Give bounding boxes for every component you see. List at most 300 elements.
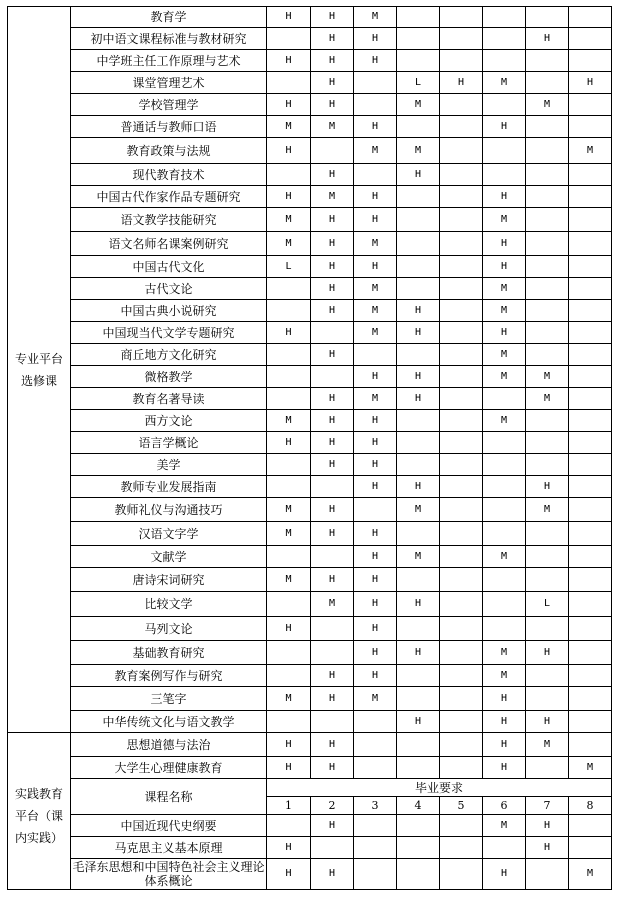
requirement-level-cell: H bbox=[397, 164, 440, 186]
requirement-level-cell bbox=[483, 592, 526, 617]
requirement-level-cell bbox=[397, 278, 440, 300]
requirement-level-cell bbox=[397, 256, 440, 278]
course-name-cell: 语文教学技能研究 bbox=[71, 208, 267, 232]
course-row bbox=[8, 164, 612, 186]
requirement-level-cell bbox=[311, 837, 354, 859]
requirement-level-cell bbox=[311, 476, 354, 498]
course-name-cell: 初中语文课程标准与教材研究 bbox=[71, 28, 267, 50]
requirement-level-cell: M bbox=[267, 410, 311, 432]
requirement-level-cell bbox=[440, 94, 483, 116]
requirement-level-cell: H bbox=[397, 366, 440, 388]
course-row bbox=[8, 568, 612, 592]
course-row bbox=[8, 641, 612, 665]
requirement-level-cell bbox=[569, 232, 612, 256]
requirement-level-cell bbox=[526, 522, 569, 546]
requirement-level-cell: H bbox=[354, 522, 397, 546]
requirement-level-cell bbox=[483, 138, 526, 164]
requirement-level-cell: H bbox=[483, 711, 526, 733]
requirement-level-cell bbox=[397, 208, 440, 232]
requirement-level-cell: H bbox=[311, 256, 354, 278]
requirement-level-cell bbox=[569, 617, 612, 641]
requirement-level-cell bbox=[526, 186, 569, 208]
requirement-level-cell bbox=[440, 859, 483, 890]
requirement-level-cell bbox=[267, 278, 311, 300]
requirement-level-cell bbox=[440, 410, 483, 432]
requirement-level-cell bbox=[569, 665, 612, 687]
course-row bbox=[8, 757, 612, 779]
requirement-level-cell bbox=[354, 164, 397, 186]
requirement-level-cell: H bbox=[354, 592, 397, 617]
requirement-level-cell bbox=[354, 711, 397, 733]
requirement-level-cell bbox=[440, 546, 483, 568]
course-name-cell: 文献学 bbox=[71, 546, 267, 568]
requirement-level-cell bbox=[440, 366, 483, 388]
requirement-level-cell bbox=[440, 186, 483, 208]
requirement-level-cell: H bbox=[354, 410, 397, 432]
requirement-level-cell: H bbox=[354, 50, 397, 72]
course-row bbox=[8, 410, 612, 432]
requirement-level-cell: M bbox=[311, 116, 354, 138]
course-name-cell: 普通话与教师口语 bbox=[71, 116, 267, 138]
requirement-level-cell: H bbox=[267, 322, 311, 344]
requirement-level-cell bbox=[440, 498, 483, 522]
requirement-number-header: 8 bbox=[569, 797, 612, 815]
requirement-level-cell: M bbox=[526, 498, 569, 522]
requirement-level-cell: H bbox=[483, 757, 526, 779]
requirement-level-cell bbox=[354, 815, 397, 837]
course-name-cell: 教师专业发展指南 bbox=[71, 476, 267, 498]
category-cell-practice-platform: 实践教育平台（课内实践） bbox=[8, 733, 71, 890]
course-name-cell: 西方文论 bbox=[71, 410, 267, 432]
course-name-cell: 中国近现代史纲要 bbox=[71, 815, 267, 837]
requirement-level-cell: H bbox=[311, 28, 354, 50]
requirement-level-cell bbox=[440, 322, 483, 344]
requirement-level-cell bbox=[440, 592, 483, 617]
requirement-level-cell bbox=[354, 344, 397, 366]
requirement-level-cell: H bbox=[267, 432, 311, 454]
requirement-level-cell bbox=[440, 454, 483, 476]
requirement-level-cell: M bbox=[354, 138, 397, 164]
course-name-cell: 基础教育研究 bbox=[71, 641, 267, 665]
requirement-level-cell: H bbox=[397, 711, 440, 733]
requirement-level-cell bbox=[483, 94, 526, 116]
requirement-level-cell bbox=[526, 278, 569, 300]
course-row bbox=[8, 186, 612, 208]
requirement-level-cell bbox=[440, 7, 483, 28]
requirement-level-cell: H bbox=[483, 733, 526, 757]
course-name-cell: 汉语文字学 bbox=[71, 522, 267, 546]
requirement-level-cell: H bbox=[483, 256, 526, 278]
requirement-level-cell bbox=[483, 164, 526, 186]
graduation-requirements-header: 毕业要求 bbox=[267, 779, 612, 797]
requirement-level-cell: M bbox=[267, 232, 311, 256]
course-row bbox=[8, 256, 612, 278]
requirement-level-cell: M bbox=[397, 546, 440, 568]
requirement-level-cell bbox=[569, 432, 612, 454]
requirement-level-cell bbox=[483, 568, 526, 592]
course-row bbox=[8, 432, 612, 454]
requirement-level-cell: H bbox=[311, 733, 354, 757]
course-row bbox=[8, 476, 612, 498]
requirement-level-cell: L bbox=[397, 72, 440, 94]
requirement-level-cell bbox=[267, 388, 311, 410]
course-row bbox=[8, 232, 612, 256]
course-name-cell: 微格教学 bbox=[71, 366, 267, 388]
requirement-level-cell bbox=[440, 432, 483, 454]
course-row bbox=[8, 522, 612, 546]
requirement-level-cell bbox=[397, 432, 440, 454]
requirement-level-cell: H bbox=[354, 546, 397, 568]
requirement-level-cell bbox=[354, 733, 397, 757]
requirement-level-cell bbox=[397, 859, 440, 890]
requirement-level-cell: M bbox=[267, 522, 311, 546]
requirement-level-cell: H bbox=[311, 757, 354, 779]
course-name-cell: 马克思主义基本原理 bbox=[71, 837, 267, 859]
requirement-level-cell bbox=[397, 186, 440, 208]
requirement-level-cell bbox=[311, 138, 354, 164]
requirement-level-cell bbox=[483, 50, 526, 72]
requirement-level-cell bbox=[440, 617, 483, 641]
requirement-level-cell: H bbox=[483, 322, 526, 344]
requirement-level-cell bbox=[526, 757, 569, 779]
requirement-level-cell: M bbox=[354, 278, 397, 300]
requirement-level-cell bbox=[267, 164, 311, 186]
requirement-level-cell: H bbox=[267, 733, 311, 757]
requirement-level-cell bbox=[397, 815, 440, 837]
requirement-level-cell bbox=[354, 72, 397, 94]
requirement-level-cell: H bbox=[311, 7, 354, 28]
requirement-level-cell bbox=[397, 733, 440, 757]
requirement-level-cell: M bbox=[483, 641, 526, 665]
requirement-level-cell: H bbox=[311, 665, 354, 687]
requirement-level-cell bbox=[569, 256, 612, 278]
requirement-level-cell bbox=[354, 859, 397, 890]
requirement-level-cell: M bbox=[483, 208, 526, 232]
requirement-level-cell: H bbox=[311, 568, 354, 592]
requirement-level-cell: H bbox=[311, 278, 354, 300]
requirement-level-cell bbox=[267, 28, 311, 50]
requirement-level-cell: H bbox=[354, 116, 397, 138]
requirement-level-cell bbox=[569, 344, 612, 366]
requirement-level-cell: M bbox=[483, 665, 526, 687]
course-name-cell: 教育政策与法规 bbox=[71, 138, 267, 164]
requirement-level-cell: M bbox=[354, 388, 397, 410]
requirement-level-cell bbox=[440, 138, 483, 164]
requirement-level-cell bbox=[354, 498, 397, 522]
requirement-level-cell: H bbox=[267, 7, 311, 28]
requirement-level-cell: M bbox=[311, 592, 354, 617]
requirement-level-cell bbox=[526, 617, 569, 641]
requirement-level-cell bbox=[397, 232, 440, 256]
requirement-level-cell: H bbox=[354, 568, 397, 592]
requirement-level-cell bbox=[569, 208, 612, 232]
requirement-level-cell: M bbox=[483, 344, 526, 366]
course-row bbox=[8, 72, 612, 94]
requirement-level-cell bbox=[440, 256, 483, 278]
course-name-header: 课程名称 bbox=[71, 779, 267, 815]
requirement-level-cell bbox=[526, 410, 569, 432]
requirement-level-cell bbox=[526, 50, 569, 72]
requirement-level-cell: M bbox=[483, 410, 526, 432]
requirement-level-cell bbox=[569, 476, 612, 498]
requirement-level-cell: H bbox=[397, 300, 440, 322]
course-row bbox=[8, 388, 612, 410]
requirement-level-cell bbox=[526, 164, 569, 186]
requirement-level-cell bbox=[397, 617, 440, 641]
requirement-level-cell bbox=[397, 687, 440, 711]
requirement-level-cell bbox=[569, 641, 612, 665]
requirement-level-cell: H bbox=[311, 232, 354, 256]
requirement-number-header: 4 bbox=[397, 797, 440, 815]
requirement-level-cell: H bbox=[354, 186, 397, 208]
requirement-level-cell bbox=[526, 322, 569, 344]
requirement-level-cell bbox=[397, 28, 440, 50]
requirement-level-cell: H bbox=[311, 498, 354, 522]
requirement-level-cell bbox=[526, 7, 569, 28]
requirement-level-cell bbox=[569, 28, 612, 50]
requirement-level-cell: H bbox=[354, 641, 397, 665]
requirement-level-cell: H bbox=[569, 72, 612, 94]
requirement-level-cell bbox=[526, 208, 569, 232]
requirement-level-cell: H bbox=[397, 641, 440, 665]
requirement-level-cell: H bbox=[354, 208, 397, 232]
requirement-level-cell bbox=[311, 546, 354, 568]
requirement-level-cell bbox=[267, 665, 311, 687]
header-row bbox=[8, 779, 612, 797]
course-row bbox=[8, 138, 612, 164]
course-name-cell: 中国古代作家作品专题研究 bbox=[71, 186, 267, 208]
requirement-level-cell: H bbox=[354, 28, 397, 50]
requirement-level-cell bbox=[440, 344, 483, 366]
course-row bbox=[8, 687, 612, 711]
requirement-level-cell: H bbox=[267, 186, 311, 208]
requirement-level-cell: H bbox=[526, 711, 569, 733]
requirement-level-cell: H bbox=[397, 322, 440, 344]
course-name-cell: 中国现当代文学专题研究 bbox=[71, 322, 267, 344]
requirement-level-cell: H bbox=[311, 94, 354, 116]
requirement-level-cell bbox=[267, 546, 311, 568]
requirement-level-cell bbox=[526, 665, 569, 687]
course-name-cell: 美学 bbox=[71, 454, 267, 476]
course-name-cell: 毛泽东思想和中国特色社会主义理论体系概论 bbox=[72, 860, 265, 888]
requirement-number-header: 1 bbox=[267, 797, 311, 815]
requirement-number-header: 2 bbox=[311, 797, 354, 815]
requirement-level-cell: H bbox=[440, 72, 483, 94]
requirement-level-cell bbox=[569, 50, 612, 72]
requirement-level-cell: H bbox=[526, 476, 569, 498]
requirement-level-cell: M bbox=[267, 116, 311, 138]
requirement-level-cell: H bbox=[311, 815, 354, 837]
requirement-level-cell: H bbox=[267, 50, 311, 72]
requirement-level-cell bbox=[440, 733, 483, 757]
course-row bbox=[8, 498, 612, 522]
course-name-cell: 中国古典小说研究 bbox=[71, 300, 267, 322]
requirement-level-cell: H bbox=[354, 665, 397, 687]
course-name-cell: 中华传统文化与语文教学 bbox=[71, 711, 267, 733]
requirement-level-cell: M bbox=[311, 186, 354, 208]
requirement-level-cell: H bbox=[311, 859, 354, 890]
requirement-level-cell bbox=[440, 641, 483, 665]
requirement-level-cell: H bbox=[267, 859, 311, 890]
requirement-level-cell bbox=[569, 366, 612, 388]
course-name-cell: 唐诗宋词研究 bbox=[71, 568, 267, 592]
requirement-level-cell bbox=[267, 300, 311, 322]
requirement-level-cell bbox=[397, 410, 440, 432]
requirement-level-cell bbox=[483, 522, 526, 546]
course-row bbox=[8, 94, 612, 116]
course-name-cell: 教育案例写作与研究 bbox=[71, 665, 267, 687]
requirement-number-header: 5 bbox=[440, 797, 483, 815]
requirement-level-cell: H bbox=[483, 859, 526, 890]
requirement-level-cell: H bbox=[354, 476, 397, 498]
requirement-level-cell bbox=[311, 322, 354, 344]
requirement-level-cell: M bbox=[354, 7, 397, 28]
requirement-level-cell: H bbox=[483, 232, 526, 256]
requirement-number-header: 6 bbox=[483, 797, 526, 815]
requirement-level-cell: M bbox=[569, 859, 612, 890]
requirement-level-cell bbox=[569, 837, 612, 859]
requirement-level-cell bbox=[569, 94, 612, 116]
requirement-level-cell bbox=[526, 344, 569, 366]
requirement-level-cell bbox=[267, 711, 311, 733]
requirement-level-cell: L bbox=[267, 256, 311, 278]
requirement-level-cell: H bbox=[397, 592, 440, 617]
requirement-number-header: 3 bbox=[354, 797, 397, 815]
requirement-level-cell bbox=[397, 116, 440, 138]
requirement-level-cell: H bbox=[311, 72, 354, 94]
course-row bbox=[8, 278, 612, 300]
requirement-level-cell bbox=[483, 7, 526, 28]
requirement-level-cell: H bbox=[483, 186, 526, 208]
requirement-level-cell bbox=[397, 757, 440, 779]
requirement-level-cell bbox=[267, 72, 311, 94]
requirement-level-cell bbox=[569, 687, 612, 711]
course-row bbox=[8, 617, 612, 641]
requirement-level-cell: H bbox=[267, 94, 311, 116]
requirement-level-cell: M bbox=[526, 94, 569, 116]
requirement-level-cell: H bbox=[526, 641, 569, 665]
requirement-level-cell bbox=[526, 116, 569, 138]
requirement-level-cell bbox=[440, 687, 483, 711]
requirement-level-cell: M bbox=[354, 232, 397, 256]
requirement-level-cell: M bbox=[267, 498, 311, 522]
requirement-level-cell: H bbox=[267, 837, 311, 859]
course-name-cell: 马列文论 bbox=[71, 617, 267, 641]
requirement-level-cell: M bbox=[483, 366, 526, 388]
requirement-level-cell bbox=[440, 837, 483, 859]
requirement-level-cell bbox=[569, 522, 612, 546]
requirement-level-cell bbox=[569, 733, 612, 757]
requirement-level-cell: H bbox=[354, 366, 397, 388]
requirement-level-cell bbox=[569, 164, 612, 186]
requirement-level-cell bbox=[569, 186, 612, 208]
requirement-level-cell bbox=[569, 116, 612, 138]
requirement-level-cell: H bbox=[526, 837, 569, 859]
course-row bbox=[8, 711, 612, 733]
requirement-level-cell bbox=[483, 617, 526, 641]
requirement-level-cell bbox=[397, 522, 440, 546]
requirement-level-cell: M bbox=[354, 687, 397, 711]
requirement-level-cell bbox=[267, 592, 311, 617]
matrix-table bbox=[7, 6, 612, 890]
requirement-level-cell bbox=[569, 300, 612, 322]
requirement-level-cell bbox=[526, 568, 569, 592]
requirement-level-cell: H bbox=[311, 454, 354, 476]
requirement-level-cell bbox=[440, 116, 483, 138]
course-row bbox=[8, 733, 612, 757]
requirement-level-cell bbox=[569, 568, 612, 592]
course-name-cell: 思想道德与法治 bbox=[71, 733, 267, 757]
course-row bbox=[8, 665, 612, 687]
course-row bbox=[8, 322, 612, 344]
requirement-level-cell: H bbox=[311, 164, 354, 186]
requirement-level-cell bbox=[526, 232, 569, 256]
course-name-cell: 商丘地方文化研究 bbox=[71, 344, 267, 366]
requirement-level-cell: M bbox=[483, 815, 526, 837]
course-name-cell: 三笔字 bbox=[71, 687, 267, 711]
course-row bbox=[8, 546, 612, 568]
requirement-level-cell bbox=[526, 432, 569, 454]
requirement-level-cell: M bbox=[526, 388, 569, 410]
requirement-level-cell bbox=[397, 665, 440, 687]
requirement-level-cell bbox=[569, 388, 612, 410]
requirement-level-cell: H bbox=[526, 815, 569, 837]
requirement-level-cell bbox=[440, 208, 483, 232]
requirement-level-cell: M bbox=[267, 568, 311, 592]
requirement-level-cell bbox=[397, 344, 440, 366]
requirement-level-cell bbox=[483, 476, 526, 498]
requirement-level-cell bbox=[569, 498, 612, 522]
requirement-level-cell: L bbox=[526, 592, 569, 617]
requirement-level-cell: H bbox=[311, 410, 354, 432]
requirement-level-cell bbox=[526, 72, 569, 94]
requirement-level-cell: H bbox=[311, 208, 354, 232]
course-name-cell: 中国古代文化 bbox=[71, 256, 267, 278]
requirement-level-cell: H bbox=[311, 388, 354, 410]
requirement-level-cell: H bbox=[311, 432, 354, 454]
course-row bbox=[8, 366, 612, 388]
course-row bbox=[8, 50, 612, 72]
requirement-level-cell bbox=[440, 28, 483, 50]
requirement-level-cell bbox=[267, 815, 311, 837]
requirement-level-cell: H bbox=[397, 476, 440, 498]
requirement-level-cell bbox=[397, 454, 440, 476]
requirement-level-cell: H bbox=[354, 617, 397, 641]
course-row bbox=[8, 592, 612, 617]
requirement-level-cell bbox=[440, 388, 483, 410]
requirement-level-cell bbox=[483, 432, 526, 454]
course-name-cell: 语文名师名课案例研究 bbox=[71, 232, 267, 256]
requirement-level-cell bbox=[440, 568, 483, 592]
requirement-level-cell bbox=[440, 757, 483, 779]
course-row bbox=[8, 7, 612, 28]
requirement-level-cell bbox=[267, 641, 311, 665]
course-name-cell: 中学班主任工作原理与艺术 bbox=[71, 50, 267, 72]
requirement-level-cell: H bbox=[267, 138, 311, 164]
requirement-level-cell bbox=[569, 711, 612, 733]
requirement-level-cell bbox=[483, 454, 526, 476]
course-name-cell: 大学生心理健康教育 bbox=[71, 757, 267, 779]
course-name-cell: 教师礼仪与沟通技巧 bbox=[71, 498, 267, 522]
course-name-cell: 语言学概论 bbox=[71, 432, 267, 454]
requirement-number-header: 7 bbox=[526, 797, 569, 815]
requirement-level-cell: M bbox=[483, 278, 526, 300]
requirement-level-cell: H bbox=[267, 617, 311, 641]
requirement-level-cell: M bbox=[267, 687, 311, 711]
course-name-cell: 古代文论 bbox=[71, 278, 267, 300]
requirement-level-cell bbox=[440, 815, 483, 837]
requirement-level-cell bbox=[311, 711, 354, 733]
